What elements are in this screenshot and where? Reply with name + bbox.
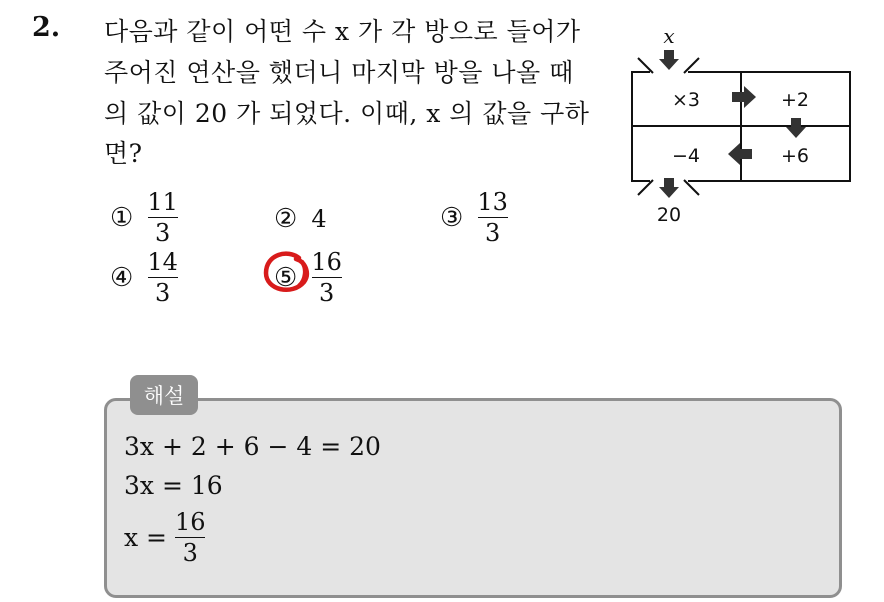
entry-slash-right	[684, 58, 699, 73]
question-text-line-1: 다음과 같이 어떤 수 x 가 각 방으로 들어가	[104, 17, 581, 46]
fraction-bar	[175, 537, 205, 538]
choice-number: ②	[274, 204, 298, 234]
solution-line-2: 3x = 16	[124, 471, 223, 500]
choice-fraction	[477, 188, 508, 247]
operation-rooms-diagram	[620, 22, 860, 232]
choice-1[interactable]	[110, 188, 178, 247]
numerator: 13	[477, 188, 508, 216]
choice-4[interactable]	[110, 248, 178, 307]
choice-number: ④	[110, 262, 134, 293]
input-arrow-icon	[659, 50, 679, 70]
fraction-bar	[148, 277, 178, 278]
answer-circle-mark	[262, 250, 312, 296]
choice-number: ①	[110, 202, 134, 233]
choice-fraction	[147, 188, 178, 247]
question-text-line-2: 주어진 연산을 했더니 마지막 방을 나올 때	[104, 58, 574, 87]
denominator: 3	[318, 279, 335, 307]
fraction-bar	[148, 217, 178, 218]
choice-2[interactable]	[274, 204, 327, 234]
cell-minus-4: −4	[671, 145, 701, 167]
denominator: 3	[484, 219, 501, 247]
denominator: 3	[154, 279, 171, 307]
solution-line-1: 3x + 2 + 6 − 4 = 20	[124, 432, 381, 461]
numerator: 16	[311, 248, 342, 276]
choice-number: ⑤	[274, 262, 298, 293]
choice-value: 4	[311, 205, 327, 233]
numerator: 14	[147, 248, 178, 276]
solution-line-3	[124, 508, 206, 567]
solution-lhs: x =	[124, 523, 167, 552]
choice-fraction	[147, 248, 178, 307]
numerator: 16	[175, 508, 206, 536]
explanation-tab: 해설	[130, 375, 198, 415]
cell-plus-6: +6	[780, 145, 810, 167]
solution-fraction	[175, 508, 206, 567]
fraction-bar	[478, 217, 508, 218]
fraction-bar	[312, 277, 342, 278]
diagram-input-label: x	[663, 24, 675, 48]
choice-3[interactable]	[440, 188, 508, 247]
exit-slash-left	[638, 180, 653, 195]
diagram-output-label: 20	[656, 204, 682, 226]
question-text-line-4: 면?	[104, 139, 143, 168]
denominator: 3	[154, 219, 171, 247]
choice-number: ③	[440, 202, 464, 233]
entry-slash-left	[638, 58, 653, 73]
question-number: 2.	[32, 12, 61, 43]
question-text-line-3: 의 값이 20 가 되었다. 이때, x 의 값을 구하	[104, 99, 590, 128]
denominator: 3	[182, 539, 198, 567]
cell-plus-2: +2	[780, 89, 810, 111]
choice-fraction	[311, 248, 342, 307]
cell-times-3: ×3	[671, 89, 701, 111]
numerator: 11	[147, 188, 178, 216]
exit-slash-right	[684, 180, 699, 195]
